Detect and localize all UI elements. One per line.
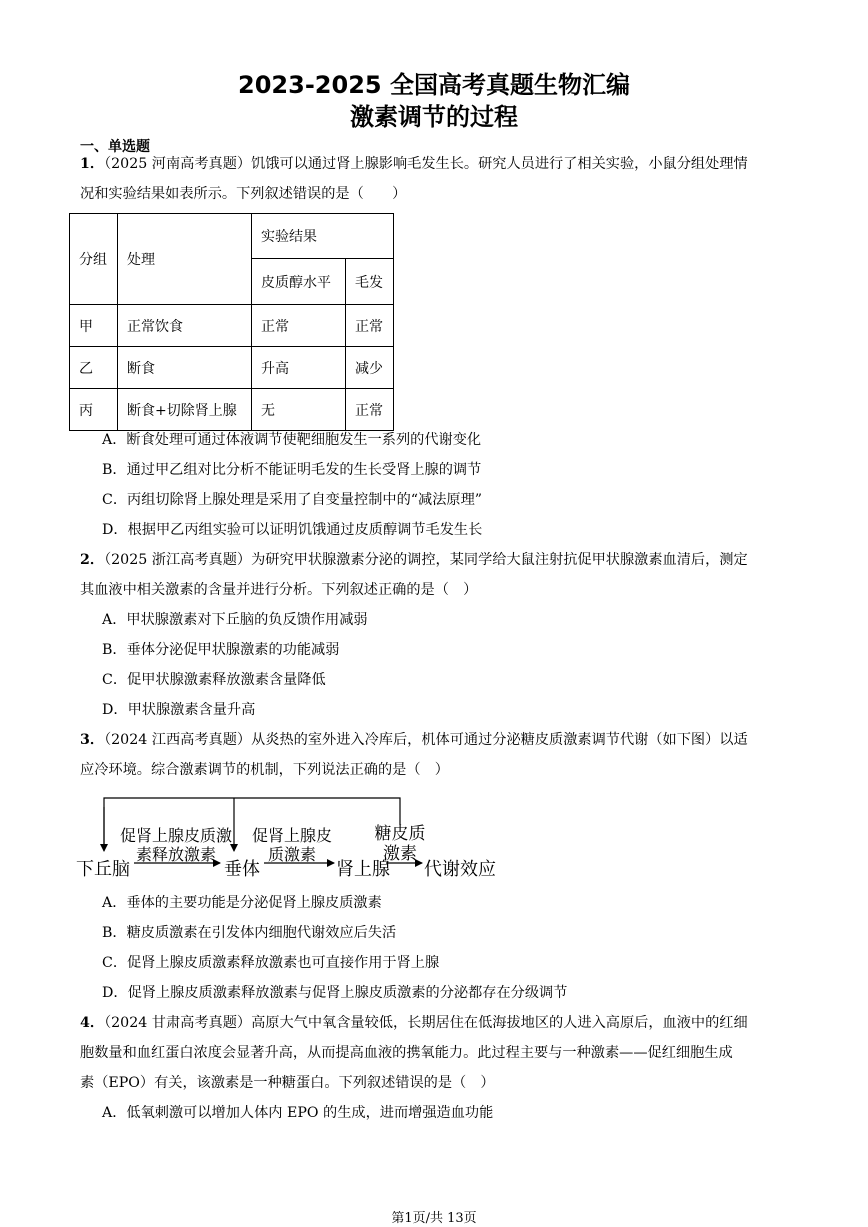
table-cell: 正常 bbox=[252, 305, 346, 347]
q1-stem-text1: （2025 河南高考真题）饥饿可以通过肾上腺影响毛发生长。研究人员进行了相关实验，小鼠分组处理情 bbox=[104, 156, 748, 172]
table-row bbox=[70, 305, 394, 347]
q3-option-b: B．糖皮质激素在引发体内细胞代谢效应后失活 bbox=[102, 925, 397, 941]
table-header-result: 实验结果 bbox=[252, 214, 394, 259]
q2-stem-line1 bbox=[80, 550, 748, 570]
table-cell: 正常饮食 bbox=[118, 305, 252, 347]
table-header-group: 分组 bbox=[70, 214, 118, 305]
q1-stem-line1 bbox=[80, 154, 748, 174]
q2-option-d: D．甲状腺激素含量升高 bbox=[102, 702, 256, 718]
table-cell: 乙 bbox=[70, 347, 118, 389]
label-crh-line2: 素释放激素 bbox=[135, 845, 217, 864]
q2-stem-text1: （2025 浙江高考真题）为研究甲状腺激素分泌的调控，某同学给大鼠注射抗促甲状腺激素血清后，测定 bbox=[104, 552, 748, 568]
table-cell: 丙 bbox=[70, 389, 118, 431]
q4-stem-line1 bbox=[80, 1013, 748, 1033]
node-pituitary: 垂体 bbox=[224, 859, 260, 880]
label-acth-line1: 促肾上腺皮 bbox=[251, 826, 333, 845]
table-cell: 升高 bbox=[252, 347, 346, 389]
q4-stem-text1: （2024 甘肃高考真题）高原大气中氧含量较低，长期居住在低海拔地区的人进入高原后，血液中的红细 bbox=[104, 1015, 748, 1031]
doc-subtitle: 激素调节的过程 bbox=[350, 103, 518, 131]
q2-option-c: C．促甲状腺激素释放激素含量降低 bbox=[102, 672, 326, 688]
q2-option-a: A．甲状腺激素对下丘脑的负反馈作用减弱 bbox=[102, 612, 368, 628]
table-header-treatment: 处理 bbox=[118, 214, 252, 305]
q1-option-c: C．丙组切除肾上腺处理是采用了自变量控制中的“减法原理” bbox=[102, 492, 483, 508]
q1-stem-line2: 况和实验结果如表所示。下列叙述错误的是（ ） bbox=[80, 186, 407, 202]
q3-stem-line1 bbox=[80, 730, 748, 750]
table-cell: 正常 bbox=[346, 305, 394, 347]
label-gc-line2: 激素 bbox=[383, 844, 417, 864]
q1-option-d: D．根据甲乙丙组实验可以证明饥饿通过皮质醇调节毛发生长 bbox=[102, 522, 483, 538]
q2-option-b: B．垂体分泌促甲状腺激素的功能减弱 bbox=[102, 642, 340, 658]
table-cell: 减少 bbox=[346, 347, 394, 389]
q3-option-d: D．促肾上腺皮质激素释放激素与促肾上腺皮质激素的分泌都存在分级调节 bbox=[102, 985, 568, 1001]
q3-number: 3． bbox=[80, 732, 105, 748]
q4-stem-line3: 素（EPO）有关，该激素是一种糖蛋白。下列叙述错误的是（ ） bbox=[80, 1075, 495, 1091]
q1-number: 1． bbox=[80, 156, 105, 172]
label-crh-line1: 促肾上腺皮质激 bbox=[119, 826, 233, 845]
q4-stem-line2: 胞数量和血红蛋白浓度会显著升高，从而提高血液的携氧能力。此过程主要与一种激素——促红细胞生成 bbox=[80, 1045, 733, 1061]
q3-option-c: C．促肾上腺皮质激素释放激素也可直接作用于肾上腺 bbox=[102, 955, 440, 971]
table-cell: 断食+切除肾上腺 bbox=[118, 389, 252, 431]
q3-option-a: A．垂体的主要功能是分泌促肾上腺皮质激素 bbox=[102, 895, 382, 911]
section-heading: 一、单选题 bbox=[80, 139, 150, 155]
table-cell: 甲 bbox=[70, 305, 118, 347]
table-cell: 无 bbox=[252, 389, 346, 431]
q3-stem-text1: （2024 江西高考真题）从炎热的室外进入冷库后，机体可通过分泌糖皮质激素调节代谢（如下图）以适 bbox=[104, 732, 748, 748]
q2-stem-line2: 其血液中相关激素的含量并进行分析。下列叙述正确的是（ ） bbox=[80, 582, 478, 598]
table-header-hair: 毛发 bbox=[346, 259, 394, 305]
table-header-cortisol: 皮质醇水平 bbox=[252, 259, 346, 305]
table-cell: 断食 bbox=[118, 347, 252, 389]
label-gc-line1: 糖皮质 bbox=[374, 824, 426, 844]
label-acth-line2: 质激素 bbox=[267, 845, 317, 864]
table-row bbox=[70, 347, 394, 389]
table-row bbox=[70, 389, 394, 431]
page-footer: 第1页/共 13页 bbox=[391, 1211, 477, 1226]
hormone-regulation-diagram bbox=[72, 795, 512, 885]
table-cell: 正常 bbox=[346, 389, 394, 431]
q2-number: 2． bbox=[80, 552, 105, 568]
node-metabolic-effect: 代谢效应 bbox=[424, 859, 496, 880]
q4-option-a: A．低氧刺激可以增加人体内 EPO 的生成，进而增强造血功能 bbox=[102, 1105, 494, 1121]
q1-table bbox=[69, 213, 394, 431]
q3-stem-line2: 应冷环境。综合激素调节的机制，下列说法正确的是（ ） bbox=[80, 762, 449, 778]
q4-number: 4． bbox=[80, 1015, 105, 1031]
q1-option-a: A．断食处理可通过体液调节使靶细胞发生一系列的代谢变化 bbox=[102, 432, 482, 448]
node-adrenal: 肾上腺 bbox=[336, 859, 390, 880]
node-hypothalamus: 下丘脑 bbox=[76, 859, 130, 880]
doc-title: 2023-2025 全国高考真题生物汇编 bbox=[238, 71, 630, 99]
q1-option-b: B．通过甲乙组对比分析不能证明毛发的生长受肾上腺的调节 bbox=[102, 462, 482, 478]
